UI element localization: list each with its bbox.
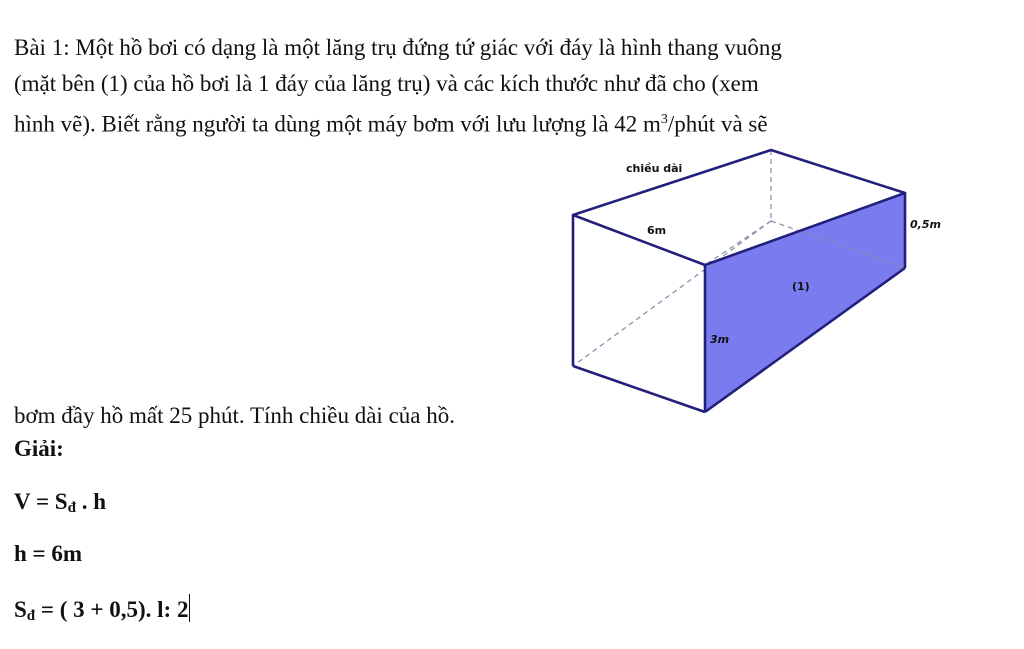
label-chieu-dai: chiều dài bbox=[626, 162, 683, 175]
formula-base-area[interactable] bbox=[14, 594, 190, 625]
formula-base-area-left: S bbox=[14, 597, 27, 622]
formula-volume-right: . h bbox=[75, 489, 106, 514]
formula-height: h = 6m bbox=[14, 541, 83, 566]
problem-line-2: (mặt bên (1) của hồ bơi là 1 đáy của lăng trụ) và các kích thước như đã cho (xem bbox=[14, 71, 759, 96]
label-3m: 3m bbox=[710, 333, 730, 346]
problem-line-1: Bài 1: Một hồ bơi có dạng là một lăng trụ đứng tứ giác với đáy là hình thang vuông bbox=[14, 35, 782, 60]
problem-line-3-text: hình vẽ). Biết rằng người ta dùng một máy bơm với lưu lượng là 42 m bbox=[14, 111, 661, 137]
problem-line-3 bbox=[14, 102, 1004, 143]
label-face-1: (1) bbox=[792, 280, 810, 293]
formula-volume-sub: đ bbox=[67, 500, 76, 516]
pool-prism-figure bbox=[560, 140, 960, 425]
problem-line-3-tail: /phút và sẽ bbox=[667, 111, 768, 137]
solution-heading: Giải: bbox=[14, 436, 64, 461]
text-cursor bbox=[189, 594, 190, 622]
formula-base-area-right: = ( 3 + 0,5). l: 2 bbox=[35, 597, 189, 622]
label-0-5m: 0,5m bbox=[910, 218, 941, 231]
formula-volume bbox=[14, 489, 106, 517]
cubic-exponent: 3 bbox=[660, 112, 668, 127]
formula-base-area-sub: đ bbox=[26, 608, 36, 624]
face-1-shaded bbox=[705, 193, 905, 412]
problem-line-4: bơm đầy hồ mất 25 phút. Tính chiều dài của hồ. bbox=[14, 403, 455, 428]
problem-statement bbox=[14, 30, 1004, 143]
label-6m: 6m bbox=[647, 224, 667, 237]
formula-volume-left: V = S bbox=[14, 489, 68, 514]
